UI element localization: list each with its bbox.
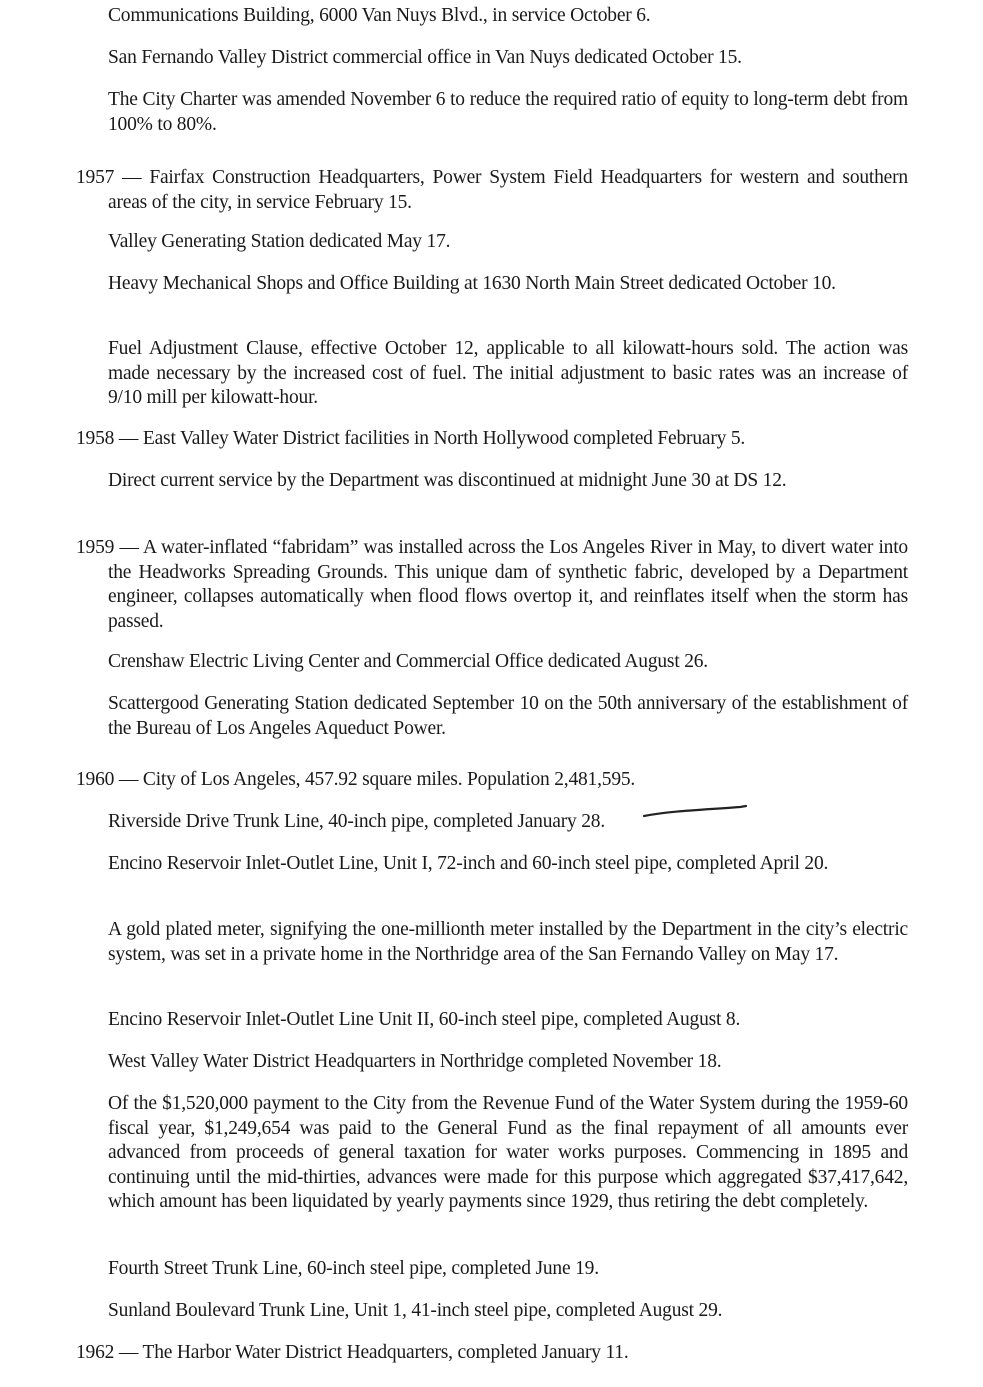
paragraph-1957-fairfax: 1957 — Fairfax Construction Headquarters, Power System Field Headquarters for western and southern areas of the city, in service February 15. <box>76 167 908 213</box>
year-label: 1962 <box>76 1342 115 1363</box>
paragraph-sunland-boulevard: Sunland Boulevard Trunk Line, Unit 1, 41-inch steel pipe, completed August 29. <box>108 1300 723 1321</box>
paragraph-revenue-fund: Of the $1,520,000 payment to the City from the Revenue Fund of the Water System during the 1959-60 fiscal year, $1,249,654 was paid to the General Fund as the final repayment of all amounts ever advanced from proceeds of general taxation for water works purposes. Commencing in 1895 and continuing until the mid-thirties, advances were made for this purpose which aggregated $37,417,642, which amount has been liquidated by yearly payments since 1929, thus retiring the debt completely. <box>108 1093 908 1212</box>
paragraph-communications-building: Communications Building, 6000 Van Nuys Blvd., in service October 6. <box>108 5 651 26</box>
paragraph-fuel-adjustment: Fuel Adjustment Clause, effective October 12, applicable to all kilowatt-hours sold. The action was made necessary by the increased cost of fuel. The initial adjustment to basic rates was an increase of 9/10 mill per kilowatt-hour. <box>108 338 908 408</box>
paragraph-1958-east-valley: 1958 — East Valley Water District facilities in North Hollywood completed February 5. <box>76 428 746 449</box>
paragraph-west-valley: West Valley Water District Headquarters in Northridge completed November 18. <box>108 1051 722 1072</box>
year-label: 1958 <box>76 428 115 449</box>
paragraph-fourth-street: Fourth Street Trunk Line, 60-inch steel pipe, completed June 19. <box>108 1258 599 1279</box>
paragraph-1959-fabridam: 1959 — A water-inflated “fabridam” was installed across the Los Angeles River in May, to divert water into the Headworks Spreading Grounds. This unique dam of synthetic fabric, developed by a Department engineer, collapses automatically when flood flows overtop it, and reinflates itself when the storm has passed. <box>76 537 908 632</box>
paragraph-valley-generating: Valley Generating Station dedicated May 17. <box>108 231 451 252</box>
em-dash: — <box>118 1342 139 1363</box>
paragraph-encino-unit-1: Encino Reservoir Inlet-Outlet Line, Unit I, 72-inch and 60-inch steel pipe, completed April 20. <box>108 853 829 874</box>
paragraph-scattergood: Scattergood Generating Station dedicated September 10 on the 50th anniversary of the establishment of the Bureau of Los Angeles Aqueduct Power. <box>108 693 908 739</box>
paragraph-direct-current: Direct current service by the Department was discontinued at midnight June 30 at DS 12. <box>108 470 787 491</box>
year-label: 1957 <box>76 167 115 188</box>
em-dash: — <box>122 167 142 188</box>
em-dash: — <box>118 428 139 449</box>
paragraph-1962-harbor: 1962 — The Harbor Water District Headquarters, completed January 11. <box>76 1342 629 1363</box>
paragraph-heavy-mechanical: Heavy Mechanical Shops and Office Building at 1630 North Main Street dedicated October 10. <box>108 273 836 294</box>
paragraph-sf-valley-office: San Fernando Valley District commercial office in Van Nuys dedicated October 15. <box>108 47 742 68</box>
year-label: 1960 <box>76 769 115 790</box>
em-dash: — <box>119 537 139 558</box>
paragraph-1960-city-population: 1960 — City of Los Angeles, 457.92 square miles. Population 2,481,595. <box>76 769 636 790</box>
paragraph-city-charter: The City Charter was amended November 6 to reduce the required ratio of equity to long-term debt from 100% to 80%. <box>108 89 908 135</box>
paragraph-riverside-drive: Riverside Drive Trunk Line, 40-inch pipe, completed January 28. <box>108 811 606 832</box>
em-dash: — <box>118 769 139 790</box>
paragraph-encino-unit-2: Encino Reservoir Inlet-Outlet Line Unit II, 60-inch steel pipe, completed August 8. <box>108 1009 741 1030</box>
paragraph-crenshaw: Crenshaw Electric Living Center and Commercial Office dedicated August 26. <box>108 651 708 672</box>
year-label: 1959 <box>76 537 115 558</box>
paragraph-gold-plated-meter: A gold plated meter, signifying the one-millionth meter installed by the Department in the city’s electric system, was set in a private home in the Northridge area of the San Fernando Valley on May 17. <box>108 919 908 965</box>
